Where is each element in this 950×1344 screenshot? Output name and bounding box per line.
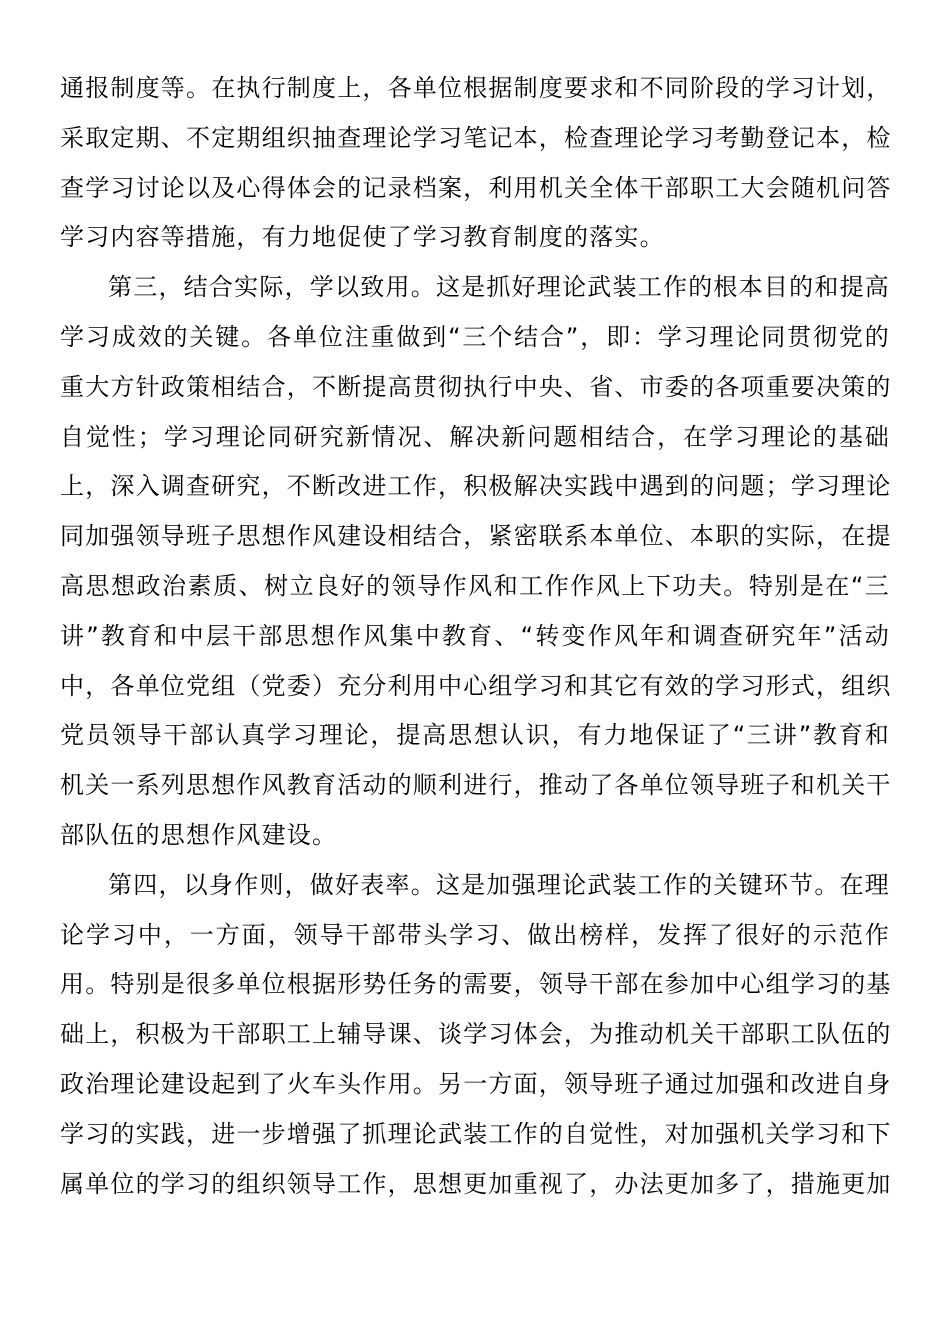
text-line: 同加强领导班子思想作风建设相结合，紧密联系本单位、本职的实际，在提 (60, 522, 892, 551)
text-line: 中，各单位党组（党委）充分利用中心组学习和其它有效的学习形式，组织 (60, 671, 892, 700)
text-line: 学习成效的关键。各单位注重做到“三个结合”，即：学习理论同贯彻党的 (60, 322, 890, 351)
text-line: 部队伍的思想作风建设。 (60, 820, 338, 849)
text-line: 高思想政治素质、树立良好的领导作风和工作作风上下功夫。特别是在“三 (60, 571, 890, 600)
text-line: 机关一系列思想作风教育活动的顺利进行，推动了各单位领导班子和机关干 (60, 771, 892, 800)
text-line: 政治理论建设起到了火车头作用。另一方面，领导班子通过加强和改进自身 (60, 1069, 892, 1098)
paragraph-start-line: 第三，结合实际，学以致用。这是抓好理论武装工作的根本目的和提高 (108, 273, 890, 302)
text-line: 查学习讨论以及心得体会的记录档案，利用机关全体干部职工大会随机问答 (60, 173, 892, 202)
text-line: 重大方针政策相结合，不断提高贯彻执行中央、省、市委的各项重要决策的 (60, 372, 892, 401)
text-line: 学习的实践，进一步增强了抓理论武装工作的自觉性，对加强机关学习和下 (60, 1119, 892, 1148)
text-line: 上，深入调查研究，不断改进工作，积极解决实践中遇到的问题；学习理论 (60, 472, 892, 501)
document-page (60, 64, 890, 1209)
text-line: 讲”教育和中层干部思想作风集中教育、“转变作风年和调查研究年”活动 (60, 621, 890, 650)
text-line: 采取定期、不定期组织抽查理论学习笔记本，检查理论学习考勤登记本，检 (60, 123, 892, 152)
text-line: 自觉性；学习理论同研究新情况、解决新问题相结合，在学习理论的基础 (60, 422, 890, 451)
paragraph-start-line: 第四，以身作则，做好表率。这是加强理论武装工作的关键环节。在理 (108, 870, 890, 899)
text-line: 属单位的学习的组织领导工作，思想更加重视了，办法更加多了，措施更加 (60, 1169, 892, 1198)
text-line: 通报制度等。在执行制度上，各单位根据制度要求和不同阶段的学习计划， (60, 74, 892, 102)
text-line: 学习内容等措施，有力地促使了学习教育制度的落实。 (60, 223, 665, 252)
text-line: 论学习中，一方面，领导干部带头学习、做出榜样，发挥了很好的示范作 (60, 920, 890, 949)
text-line: 用。特别是很多单位根据形势任务的需要，领导干部在参加中心组学习的基 (60, 970, 892, 999)
text-line: 党员领导干部认真学习理论，提高思想认识，有力地保证了“三讲”教育和 (60, 721, 890, 750)
text-line: 础上，积极为干部职工上辅导课、谈学习体会，为推动机关干部职工队伍的 (60, 1020, 892, 1049)
